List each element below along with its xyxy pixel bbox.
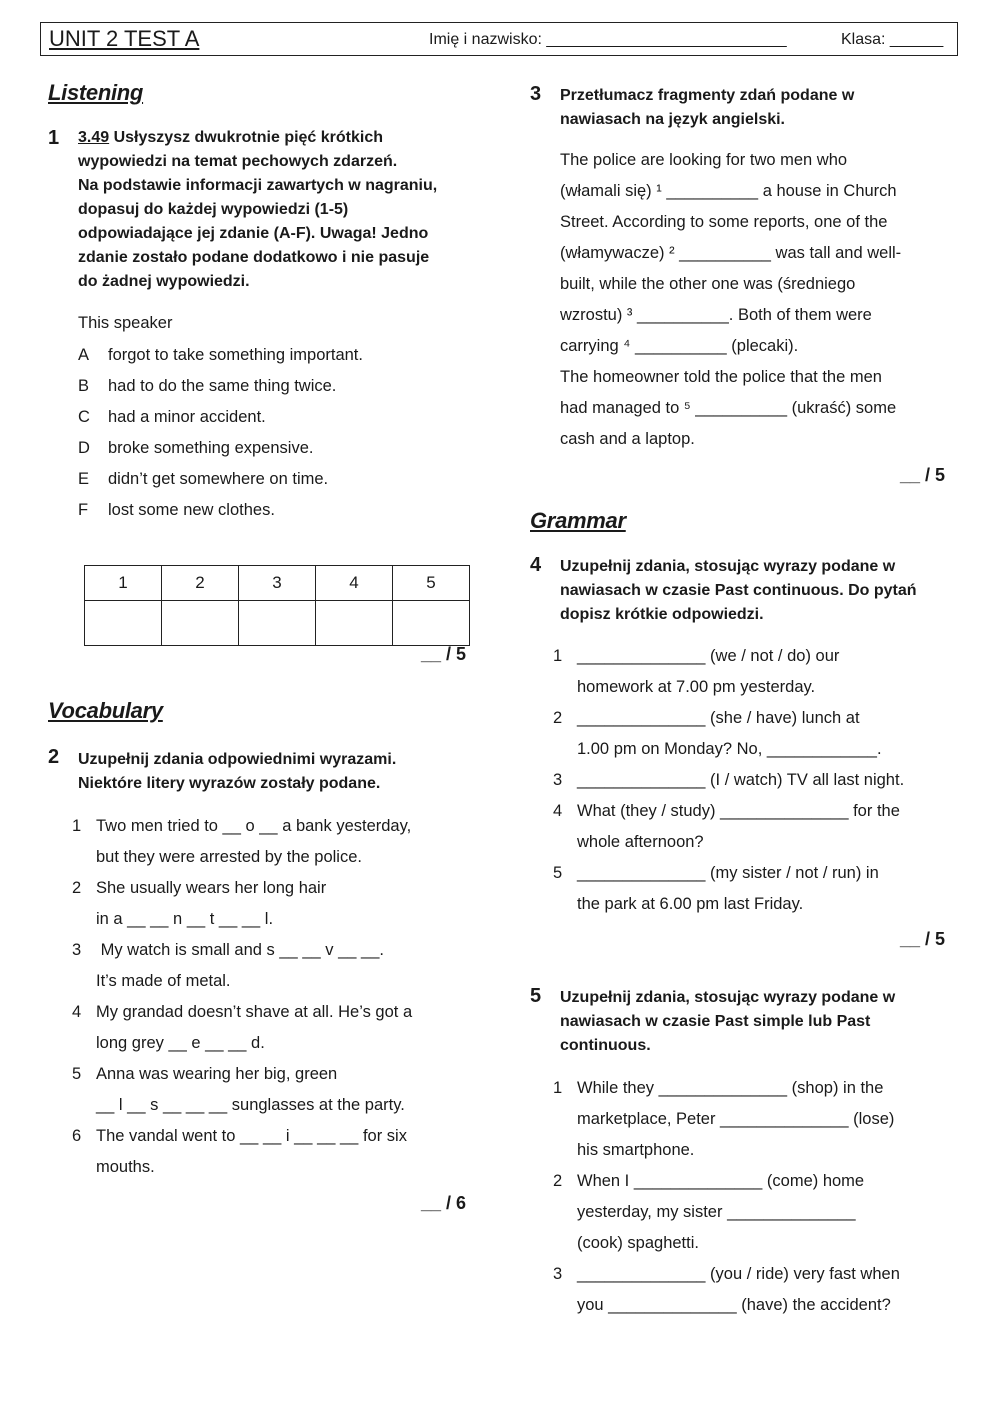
option-item: B had to do the same thing twice. (78, 377, 337, 395)
test-title: UNIT 2 TEST A (49, 26, 200, 51)
answer-cell[interactable] (85, 601, 162, 646)
list-item: mouths. (96, 1158, 155, 1176)
table-header: 5 (393, 566, 470, 601)
translation-text: The police are looking for two men who (włamali się) ¹ __________ a house in Church Street. According to some reports, one of the (włamywacze) ² __________ was tall and well- built, while the other one was (średniego wzrostu) ³ __________. Both of them were carrying ⁴ __________ (plecaki). The homeowner told the police that the men had managed to ⁵ __________ (ukraść) some cash and a laptop. (560, 151, 902, 448)
option-item: D broke something expensive. (78, 439, 314, 457)
option-item: C had a minor accident. (78, 408, 266, 426)
list-item: 5 Anna was wearing her big, green (72, 1065, 338, 1083)
grammar-instructions: Uzupełnij zdania, stosując wyrazy podane w nawiasach w czasie Past continuous. Do pytań dopisz krótkie odpowiedzi. (560, 558, 917, 623)
exercise5-instructions: Uzupełnij zdania, stosując wyrazy podane w nawiasach w czasie Past simple lub Past continuous. (560, 989, 896, 1054)
answer-cell[interactable] (239, 601, 316, 646)
list-item: 1 Two men tried to __ o __ a bank yesterday, (72, 817, 412, 835)
exercise-number-4: 4 (530, 554, 542, 576)
translation-instructions: Przetłumacz fragmenty zdań podane w nawiasach na język angielski. (560, 87, 855, 128)
list-item: 5 ______________ (my sister / not / run) in (553, 864, 879, 882)
header-box (40, 22, 958, 56)
list-item: 3 ______________ (you / ride) very fast when (553, 1265, 900, 1283)
list-item: 4 What (they / study) ______________ for the (553, 802, 900, 820)
list-item: the park at 6.00 pm last Friday. (577, 895, 804, 913)
table-header: 2 (162, 566, 239, 601)
list-item: 3 ______________ (I / watch) TV all last night. (553, 771, 905, 789)
grammar-score: __ / 5 (900, 929, 946, 949)
list-item: but they were arrested by the police. (96, 848, 362, 866)
list-item: homework at 7.00 pm yesterday. (577, 678, 816, 696)
listening-heading: Listening (48, 80, 144, 105)
exercise-number-5: 5 (530, 985, 542, 1007)
list-item: 2 ______________ (she / have) lunch at (553, 709, 860, 727)
class-field[interactable]: Klasa: ______ (841, 31, 944, 48)
exercise-number-2: 2 (48, 746, 60, 768)
table-header: 1 (85, 566, 162, 601)
option-item: A forgot to take something important. (78, 346, 363, 364)
grammar-items (553, 641, 963, 920)
vocabulary-heading: Vocabulary (48, 698, 163, 723)
list-item: 3 My watch is small and s __ __ v __ __. (72, 941, 384, 959)
listening-instructions: 3.49 Usłyszysz dwukrotnie pięć krótkich wypowiedzi na temat pechowych zdarzeń. Na podstawie informacji zawartych w nagraniu, dopasuj do każdej wypowiedzi (1-5) odpowiadające jej zdanie (A-F). Uwaga! Jedno zdanie zostało podane dodatkowo i nie pasuje do żadnej wypowiedzi. (78, 129, 438, 290)
answer-cell[interactable] (316, 601, 393, 646)
track-number: 3.49 (78, 129, 110, 146)
list-item: marketplace, Peter ______________ (lose) (577, 1110, 895, 1128)
list-item: (cook) spaghetti. (577, 1234, 699, 1252)
table-header: 3 (239, 566, 316, 601)
list-item: 6 The vandal went to __ __ i __ __ __ for six (72, 1127, 407, 1145)
list-item: in a __ __ n __ t __ __ l. (96, 910, 274, 928)
list-item: his smartphone. (577, 1141, 695, 1159)
list-item: 1 While they ______________ (shop) in the (553, 1079, 884, 1097)
option-item: F lost some new clothes. (78, 501, 275, 519)
list-item: you ______________ (have) the accident? (577, 1296, 891, 1314)
list-item: 1.00 pm on Monday? No, ____________. (577, 740, 882, 758)
listening-score: __ / 5 (421, 644, 467, 664)
speaker-lead: This speaker (78, 314, 173, 332)
list-item: __ l __ s __ __ __ sunglasses at the party. (96, 1096, 405, 1114)
vocabulary-instructions: Uzupełnij zdania odpowiednimi wyrazami. Niektóre litery wyrazów zostały podane. (78, 751, 397, 792)
name-field[interactable]: Imię i nazwisko: ___________________________ (429, 31, 787, 48)
vocabulary-score: __ / 6 (421, 1193, 467, 1213)
exercise-number-1: 1 (48, 127, 60, 149)
grammar-heading: Grammar (530, 508, 626, 533)
list-item: It’s made of metal. (96, 972, 231, 990)
listening-options (78, 340, 363, 526)
exercise5-items (553, 1073, 963, 1321)
list-item: 2 She usually wears her long hair (72, 879, 327, 897)
list-item: yesterday, my sister ______________ (577, 1203, 856, 1221)
list-item: long grey __ e __ __ d. (96, 1034, 265, 1052)
table-header: 4 (316, 566, 393, 601)
answer-cell[interactable] (162, 601, 239, 646)
option-item: E didn’t get somewhere on time. (78, 470, 329, 488)
answer-table (84, 565, 470, 646)
vocabulary-items (72, 811, 492, 1183)
list-item: 4 My grandad doesn’t shave at all. He’s got a (72, 1003, 413, 1021)
translation-score: __ / 5 (900, 465, 946, 485)
list-item: whole afternoon? (577, 833, 704, 851)
answer-cell[interactable] (393, 601, 470, 646)
list-item: 1 ______________ (we / not / do) our (553, 647, 840, 665)
exercise-number-3: 3 (530, 83, 542, 105)
list-item: 2 When I ______________ (come) home (553, 1172, 865, 1190)
